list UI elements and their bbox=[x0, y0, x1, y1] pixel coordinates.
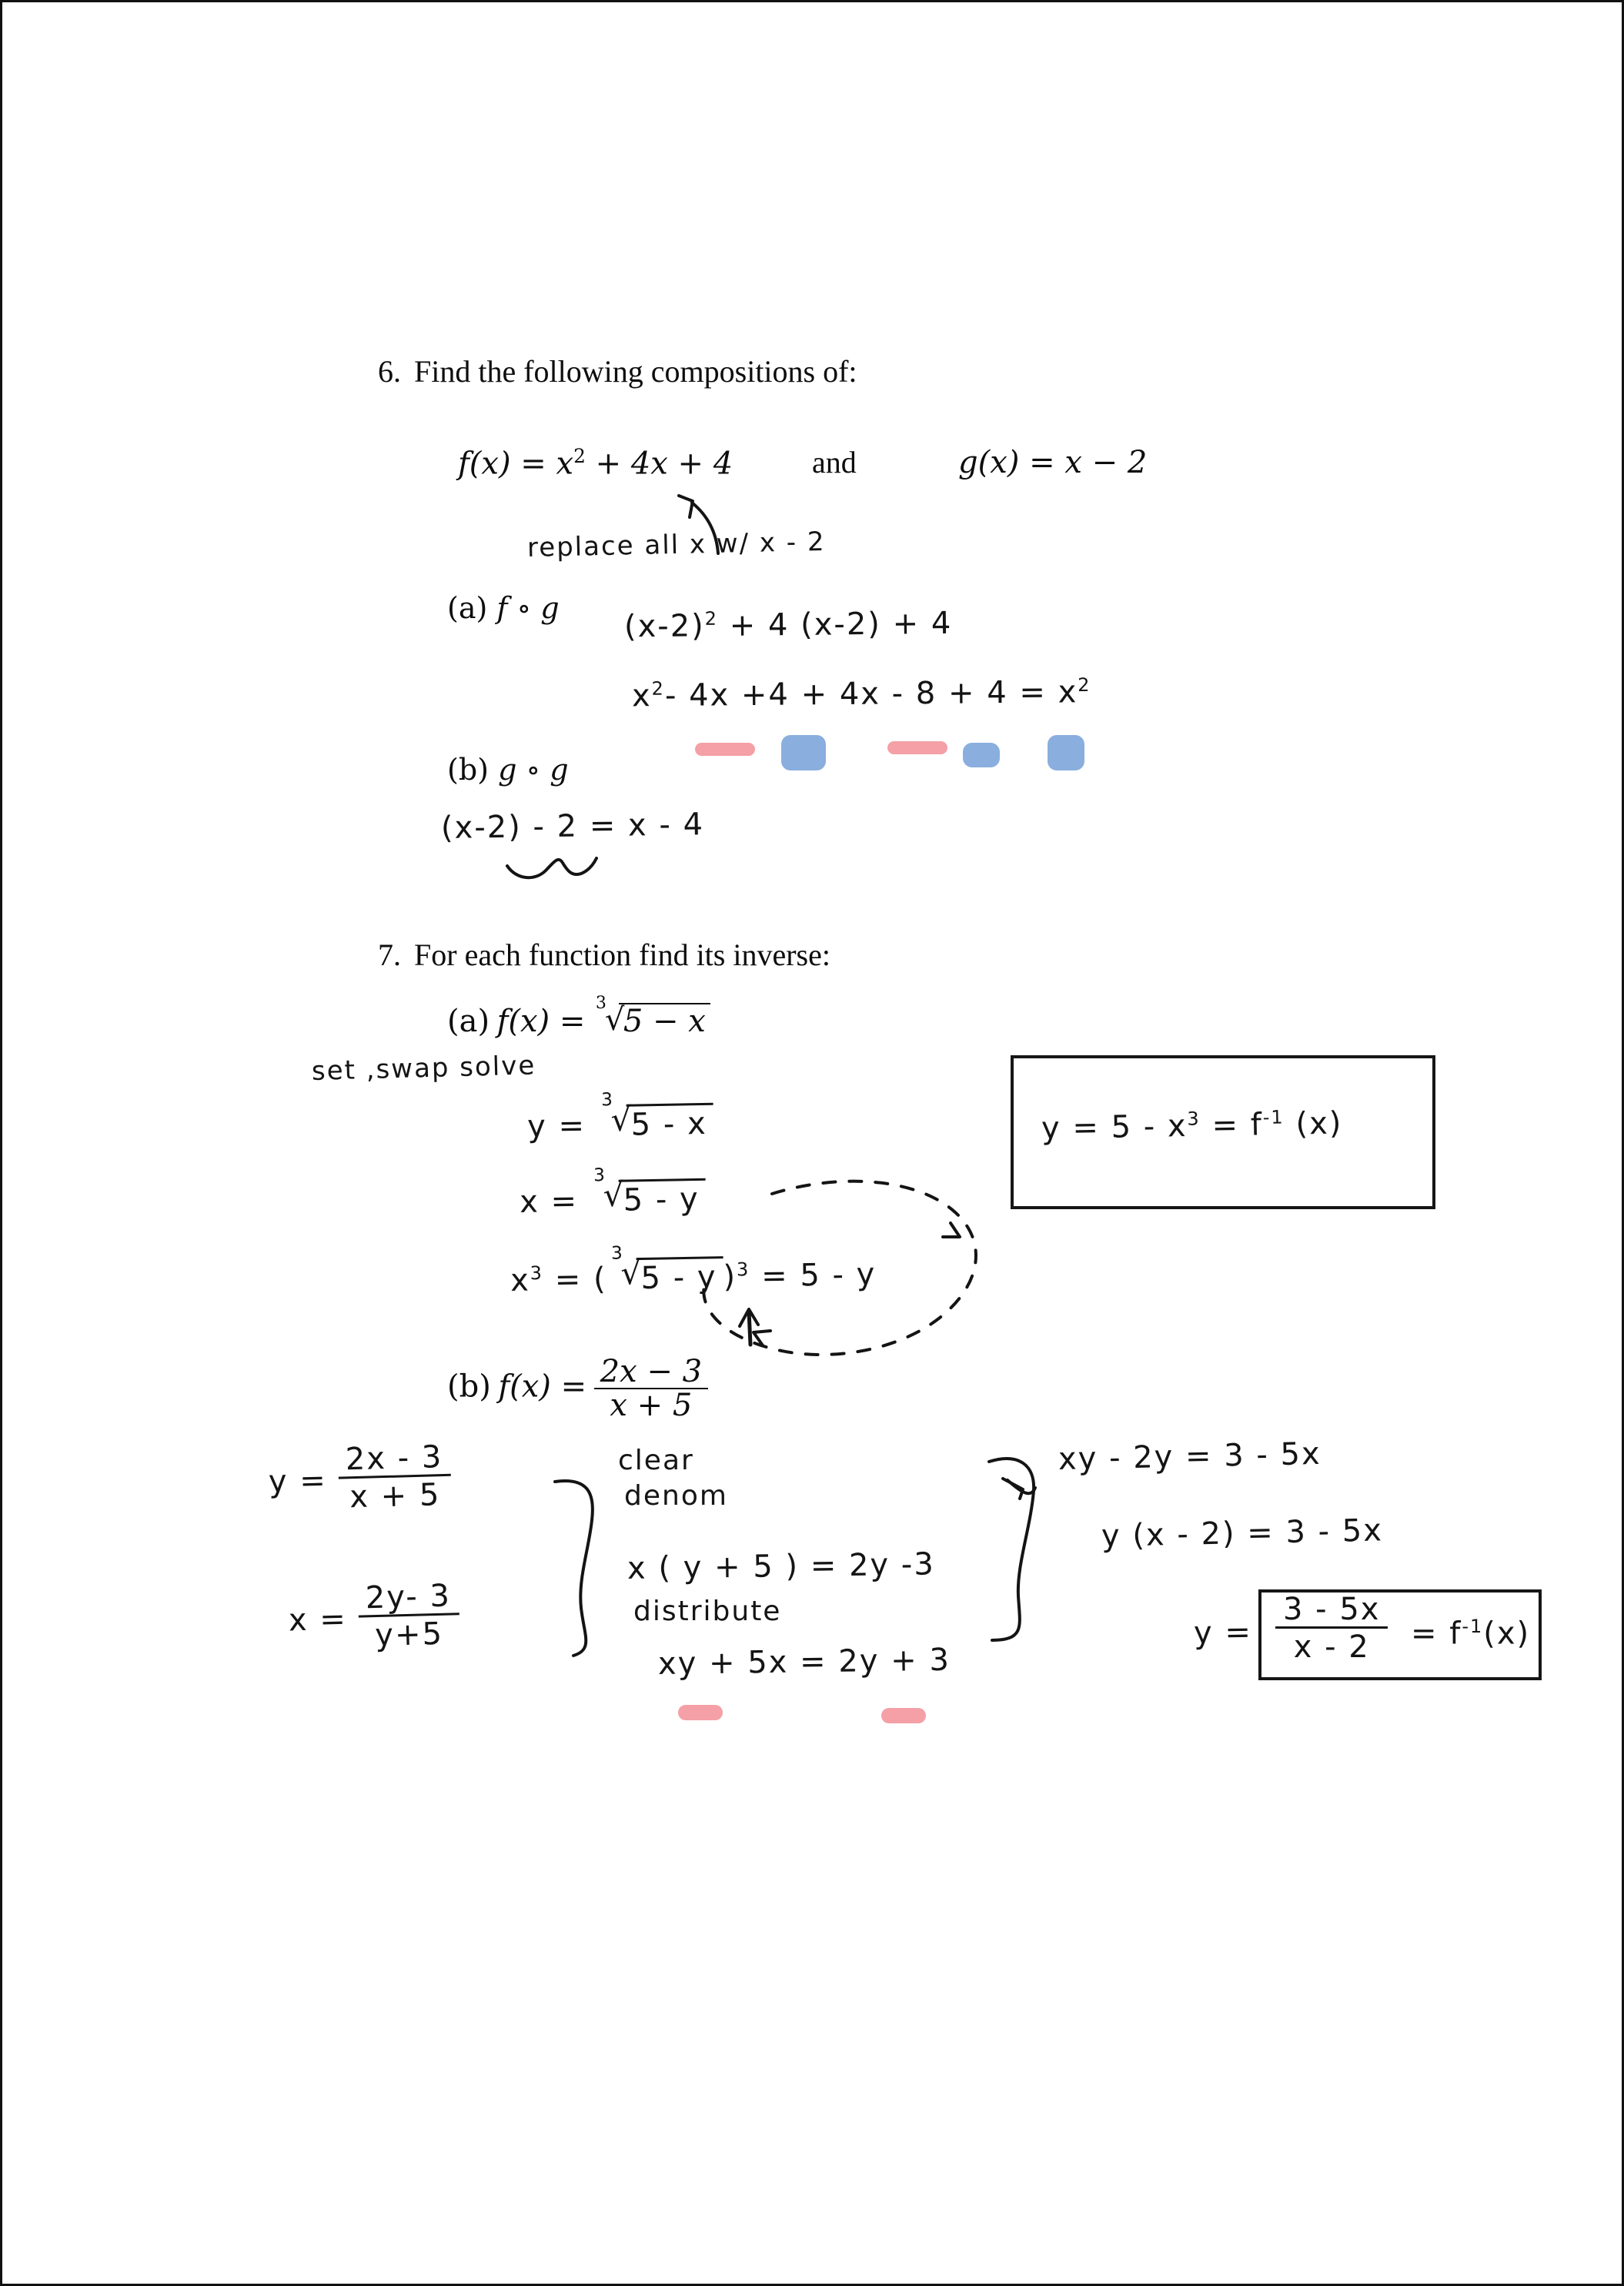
handwork-6a-line-2-rest: - 4x +4 + 4x - 8 + 4 = x bbox=[664, 674, 1078, 714]
radical-sign-icon: √ bbox=[620, 1253, 643, 1292]
problem-7-prompt: For each function find its inverse: bbox=[414, 937, 830, 972]
note-distribute: distribute bbox=[633, 1596, 782, 1627]
annotation-set-swap-solve: set ,swap solve bbox=[311, 1050, 536, 1087]
answer-7b-denominator: x - 2 bbox=[1275, 1626, 1388, 1664]
handwork-7a-line-3-prefix: x bbox=[510, 1262, 531, 1298]
function-f-rest: + 4x + 4 bbox=[595, 446, 733, 482]
handwork-6b-line-1: (x-2) - 2 = x - 4 bbox=[440, 807, 705, 846]
curly-brace-left-icon bbox=[555, 1481, 593, 1656]
handwork-7b-middle-eq-1: x ( y + 5 ) = 2y -3 bbox=[627, 1546, 936, 1586]
problem-7a-label: (a) bbox=[447, 1004, 490, 1039]
squiggle-underline-icon bbox=[507, 858, 596, 877]
problem-6-prompt: Find the following compositions of: bbox=[414, 354, 857, 389]
pink-underline-minus-4x bbox=[695, 743, 755, 756]
problem-6b-label-group bbox=[447, 753, 569, 787]
handwork-7a-line-1-index: 3 bbox=[600, 1089, 615, 1111]
handwork-7b-right-eq-1: xy - 2y = 3 - 5x bbox=[1058, 1435, 1322, 1477]
note-clear-denom-line-2: denom bbox=[624, 1480, 728, 1512]
blue-blob-plus-4 bbox=[781, 735, 826, 770]
problem-7b-lhs: f(x) = bbox=[498, 1369, 587, 1405]
handwork-7b-left-line-2-lhs: x = bbox=[288, 1601, 348, 1639]
problem-6-number: 6. bbox=[378, 354, 401, 389]
radical-sign-icon: √ bbox=[603, 1175, 626, 1215]
handwork-7b-left-line-1 bbox=[268, 1439, 452, 1519]
problem-7b-statement-group bbox=[447, 1354, 708, 1423]
answer-7a-inverse-exponent: -1 bbox=[1262, 1106, 1285, 1128]
function-g-definition bbox=[958, 447, 1147, 478]
problem-7a-lhs: f(x) = bbox=[496, 1004, 586, 1039]
handwork-6a-line-2-base: x bbox=[631, 678, 652, 714]
handwork-7b-left-line-1-lhs: y = bbox=[268, 1462, 328, 1500]
handwork-6a-line-2-exponent: 2 bbox=[651, 677, 665, 700]
handwork-7a-line-3-radicand: 5 - y bbox=[636, 1256, 723, 1295]
handwork-7a-line-1-radicand: 5 - x bbox=[626, 1103, 713, 1141]
problem-7a-statement-group bbox=[447, 994, 710, 1039]
answer-7b-numerator: 3 - 5x bbox=[1283, 1592, 1381, 1627]
problem-7b-denominator: x + 5 bbox=[594, 1388, 708, 1422]
pink-underline-4x bbox=[887, 741, 947, 754]
function-g-expression: x − 2 bbox=[1064, 445, 1148, 480]
handwork-7b-left-line-2 bbox=[288, 1578, 460, 1658]
handwork-7a-line-1-lhs: y = bbox=[526, 1108, 586, 1145]
function-g-label: g(x) = bbox=[958, 445, 1055, 480]
problem-6b-statement: g ∘ g bbox=[498, 753, 569, 787]
problem-7a-root-index: 3 bbox=[595, 994, 606, 1013]
answer-7b-inverse-label bbox=[1411, 1616, 1531, 1652]
handwork-7b-left-line-2-num: 2y- 3 bbox=[365, 1578, 452, 1616]
problem-6a-statement: f ∘ g bbox=[496, 591, 560, 625]
answer-7b-tail: (x) bbox=[1483, 1616, 1531, 1652]
answer-7a-exponent: 3 bbox=[1187, 1108, 1201, 1130]
handwork-6a-line-1-rest: + 4 (x-2) + 4 bbox=[717, 605, 953, 644]
handwork-7a-line-3-tail: = 5 - y bbox=[750, 1256, 877, 1295]
handwork-6a-line-1-exponent: 2 bbox=[704, 607, 719, 630]
annotation-replace-all-x: replace all x w/ x - 2 bbox=[526, 526, 826, 563]
pink-underline-2y bbox=[881, 1708, 926, 1723]
handwork-7b-right-eq-2: y (x - 2) = 3 - 5x bbox=[1101, 1512, 1384, 1554]
answer-7a-tail: (x) bbox=[1284, 1105, 1343, 1142]
handwork-7a-line-3-closeparen: ) bbox=[723, 1258, 737, 1295]
answer-7a-expression bbox=[1041, 1107, 1343, 1145]
curly-brace-right-arrow-icon bbox=[989, 1459, 1035, 1640]
problem-6a-label-group bbox=[447, 593, 560, 623]
handwork-7b-left-line-1-num: 2x - 3 bbox=[345, 1439, 443, 1478]
problem-7-number: 7. bbox=[378, 937, 401, 972]
handwork-7a-line-3-eq: = ( bbox=[543, 1261, 607, 1298]
answer-7b-lhs: y = bbox=[1193, 1614, 1253, 1651]
handwork-6a-line-2-final-exponent: 2 bbox=[1078, 673, 1091, 696]
handwork-6a-line-1 bbox=[624, 607, 953, 643]
blue-blob-plus-4-second bbox=[1048, 735, 1084, 770]
handwork-7a-line-1 bbox=[526, 1089, 713, 1145]
function-f-definition bbox=[458, 445, 733, 482]
handwork-6a-line-1-base: (x-2) bbox=[623, 608, 706, 645]
handwork-7a-line-2 bbox=[519, 1165, 706, 1220]
function-f-exponent: 2 bbox=[573, 445, 586, 467]
function-f-label: f(x) = bbox=[458, 446, 546, 482]
answer-7b-fraction bbox=[1275, 1592, 1388, 1667]
handwork-7b-middle-eq-2: xy + 5x = 2y + 3 bbox=[657, 1642, 951, 1682]
handwork-7a-line-2-lhs: x = bbox=[519, 1183, 579, 1220]
answer-7a-mid: = f bbox=[1200, 1107, 1264, 1144]
problem-7a-radicand: 5 − x bbox=[619, 1003, 710, 1037]
handwork-6a-line-2 bbox=[631, 673, 1091, 714]
handwork-7a-line-3-prefix-exponent: 3 bbox=[530, 1262, 544, 1285]
problem-7b-label: (b) bbox=[447, 1369, 491, 1405]
answer-7b-mid: = f bbox=[1411, 1616, 1462, 1652]
handwork-7a-line-3-index: 3 bbox=[610, 1242, 624, 1264]
handwork-7a-line-2-radicand: 5 - y bbox=[618, 1178, 706, 1217]
handwork-7a-line-3 bbox=[510, 1242, 877, 1298]
answer-7a-lhs: y = 5 - x bbox=[1041, 1108, 1188, 1147]
handwork-7a-line-2-index: 3 bbox=[593, 1165, 607, 1186]
handwork-7a-line-3-outer-exponent: 3 bbox=[736, 1258, 750, 1281]
handwork-7b-left-line-1-den: x + 5 bbox=[338, 1474, 452, 1515]
answer-7b-inverse-exponent: -1 bbox=[1462, 1616, 1484, 1637]
note-clear-denom-line-1: clear bbox=[618, 1445, 694, 1476]
function-f-base: x bbox=[556, 446, 574, 482]
problem-7b-numerator: 2x − 3 bbox=[600, 1354, 703, 1389]
problem-6a-label: (a) bbox=[447, 591, 488, 625]
radical-sign-icon: √ bbox=[610, 1100, 633, 1139]
handwork-7b-left-line-2-den: y+5 bbox=[358, 1613, 459, 1653]
blue-blob-minus-8 bbox=[963, 743, 1000, 767]
pink-underline-xy bbox=[678, 1705, 723, 1720]
conjunction-and: and bbox=[812, 445, 857, 480]
problem-6b-label: (b) bbox=[447, 753, 489, 787]
radical-sign-icon: √ bbox=[604, 1002, 625, 1038]
